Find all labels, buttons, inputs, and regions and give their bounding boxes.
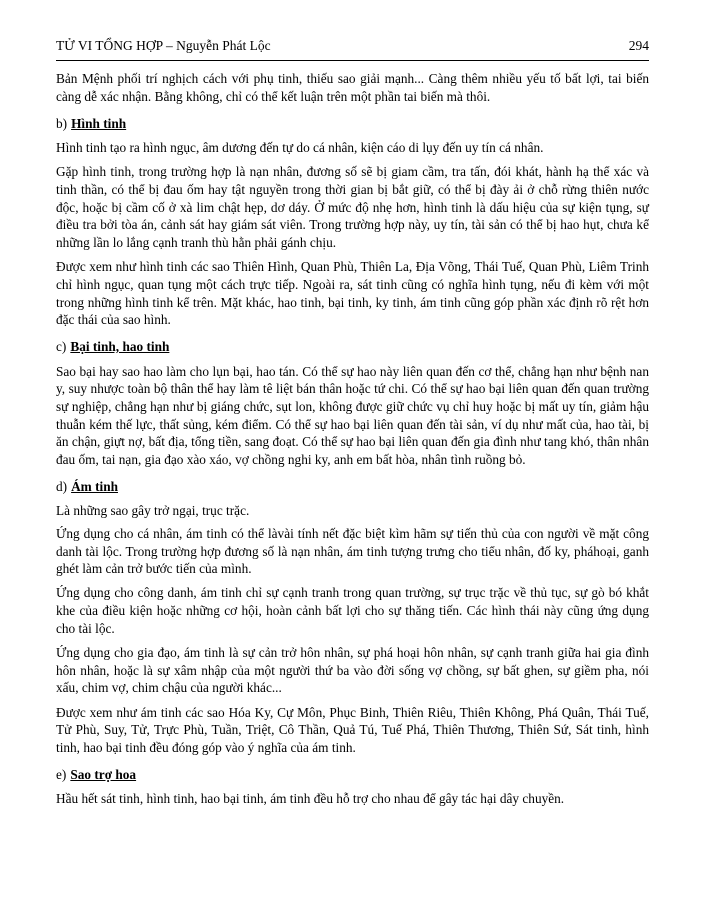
paragraph: Sao bại hay sao hao làm cho lụn bại, hao tán. Có thể sự hao này liên quan đến cơ thể, chẳng hạn như bệnh nan y, suy nhược toàn bộ thân thể hay làm tê liệt bán thân hoặc tứ chi. Có thể sự hao bại liên quan đến quan trường sự nghiệp, chẳng hạn như bị giáng chức, sụt lon, không được giữ chức vụ chỉ huy hoặc bị mất uy tín, giảm hậu thuẫn kém thế lực, thất sủng, kém điểm. Có thể sự hao bại liên quan đến tài sản, ví dụ như mất của, hao tài, bị ăn chận, giựt nợ, bất địa, tổng tiền, sang đoạt. Có thể sự hao bại liên quan đến gia đình như tang khó, thân nhân đau ốm, tai nạn, gia đạo xào xáo, vợ chồng nghi ky, anh em bất hòa, nhân tình ruồng bỏ. [56, 363, 649, 467]
paragraph: Ứng dụng cho công danh, ám tinh chỉ sự cạnh tranh trong quan trường, sự trục trặc về thủ tục, sự gò bó khắt khe của điều kiện hoặc những cơ hội, hoàn cảnh bất lợi cho sự thăng tiến. Các hình thái này cũng ứng dụng cho tài lộc. [56, 585, 649, 636]
section-heading-b [56, 115, 649, 133]
section-heading-c [56, 338, 649, 356]
paragraph: Ứng dụng cho cá nhân, ám tinh có thể làvài tính nết đặc biệt kìm hãm sự tiến thủ của con người về mặt công danh tài lộc. Trong trường hợp đương số là nạn nhân, ám tinh tượng trưng cho tiểu nhân, đố ky, pháhoại, ganh ghét làm cản trở bước tiến của mình. [56, 525, 649, 577]
paragraph: Hình tinh tạo ra hình ngục, âm dương đến tự do cá nhân, kiện cáo di lụy đến uy tín cá nhân. [56, 140, 544, 156]
section-label: c) [56, 338, 67, 354]
paragraph: Là những sao gây trở ngại, trục trặc. [56, 503, 250, 519]
section-heading-e [56, 766, 649, 784]
section-title: Hình tinh [71, 115, 127, 131]
paragraph: Hầu hết sát tinh, hình tinh, hao bại tinh, ám tinh đều hỗ trợ cho nhau để gây tác hại dây chuyền. [56, 791, 565, 807]
paragraph: Ứng dụng cho gia đạo, ám tinh là sự cản trở hôn nhân, sự phá hoại hôn nhân, sự cạnh tranh giữa hai gia đình hôn nhân, hoặc là sự xâm nhập của một người thứ ba vào đời sống vợ chồng, sự bất ghen, sự giềm pha, nói xấu, chim vợ, chim chậu của người khác... [56, 645, 649, 696]
paragraph: Bản Mệnh phối trí nghịch cách với phụ tinh, thiếu sao giải mạnh... Càng thêm nhiều yếu tố bất lợi, tai biến càng dễ xác nhận. Bằng không, chỉ có thể kết luận trên một phần tai biến mà thôi. [56, 71, 649, 104]
paragraph: Gặp hình tinh, trong trường hợp là nạn nhân, đương số sẽ bị giam cầm, tra tấn, đói khát, hành hạ thể xác và tinh thần, có thể bị đau ốm hay tật nguyền trong thời gian bị bắt giữ, có thể bị đày ải ở chỗ rừng thiên nước độc, hoặc bị cầm cố ở xà lim chật hẹp, dơ dáy. Ở mức độ nhẹ hơn, hình tinh là dấu hiệu của sự kiện tụng, sự điều tra bởi tòa án, cảnh sát hay giám sát viên. Trong trường hợp này, uy tín, tài sản có thể bị hao hụt, chưa kể những lần lo lắng cạnh tranh thù hằn phải gánh chịu. [56, 164, 649, 251]
page-header [56, 38, 649, 54]
section-heading-d [56, 478, 649, 496]
section-title: Sao trợ hoa [70, 766, 137, 782]
section-label: b) [56, 115, 68, 131]
section-label: e) [56, 766, 67, 782]
section-title: Bại tinh, hao tinh [70, 338, 170, 354]
header-divider [56, 60, 649, 61]
header-page-number: 294 [628, 38, 649, 53]
paragraph: Được xem như ám tinh các sao Hóa Ky, Cự Môn, Phục Binh, Thiên Riêu, Thiên Không, Phá Quân, Thái Tuế, Tử Phù, Suy, Tử, Trực Phù, Tuần, Triệt, Cô Thần, Quả Tú, Tuế Phá, Thiên Thương, Thiên Sứ, Sát tinh, hình tinh, hao bại tinh đều đóng góp vào ý nghĩa của ám tinh. [56, 704, 649, 755]
paragraph: Được xem như hình tinh các sao Thiên Hình, Quan Phù, Thiên La, Địa Võng, Thái Tuế, Quan Phù, Liêm Trinh chỉ hình ngục, quan tụng một cách trực tiếp. Ngoài ra, sát tinh cũng có nghĩa hình tụng, nếu đi kèm với một trong những hình tinh kể trên. Mặt khác, hao tinh, bại tinh, ky tinh, ám tinh cũng góp phần xác định rõ rệt hơn đặc thái của sao hình. [56, 259, 649, 328]
section-label: d) [56, 478, 68, 494]
header-title: TỬ VI TỔNG HỢP – Nguyễn Phát Lộc [56, 38, 271, 53]
section-title: Ám tinh [71, 478, 118, 494]
